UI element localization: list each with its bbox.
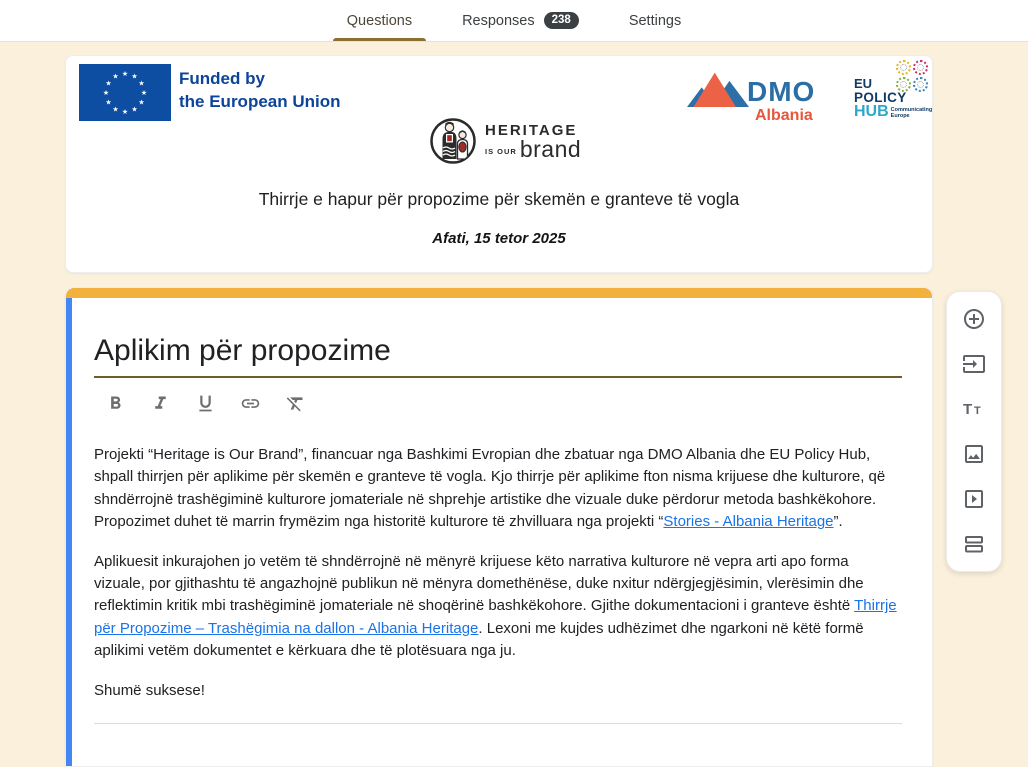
theme-color-strip (66, 288, 932, 298)
bold-icon[interactable] (104, 392, 127, 415)
p2-text-end: . Lexoni me kujdes udhëzimet dhe ngarkoni në këtë formë aplikimi vetëm dokumentet e kërkuara dhe të plotësuara nga ju. (94, 619, 864, 660)
svg-text:★: ★ (105, 80, 112, 88)
responses-count-badge: 238 (544, 12, 579, 30)
active-tab-underline (333, 38, 426, 41)
add-title-icon[interactable] (962, 397, 986, 421)
eu-policy-hub-dots-icon (896, 60, 930, 92)
svg-text:★: ★ (138, 80, 145, 88)
title-underline (94, 376, 902, 378)
svg-text:★: ★ (138, 99, 145, 107)
heritage-is-our-brand-logo (429, 117, 581, 165)
dmo-mountains-icon (687, 66, 749, 112)
tab-settings-label: Settings (628, 12, 682, 29)
add-section-icon[interactable] (962, 532, 986, 556)
import-questions-icon[interactable] (962, 352, 986, 376)
header-deadline: Afati, 15 tetor 2025 (432, 230, 566, 247)
closing-text: Shumë suksese! (94, 681, 205, 699)
tab-questions[interactable] (345, 0, 414, 41)
eu-flag-icon (79, 64, 171, 121)
form-top-bar (0, 0, 1028, 42)
insert-link-icon[interactable] (239, 392, 262, 415)
svg-text:★: ★ (112, 73, 119, 81)
p2-text: Aplikuesit inkurajohen jo vetëm të shndërrojnë në mënyrë krijuese këto narrativa kulturore në vepra arti apo forma vizuale, por gjithashtu të angazhojnë publikun në mënyra domethënëse, duke nxitur ndërgjegjësimin, vlerësimin dhe reflektimin kritik mbi trashëgiminë jomateriale në shoqërinë bashkëkohore. Gjithe dokumentacioni i granteve është (94, 552, 864, 615)
tab-responses[interactable] (460, 0, 581, 41)
section-divider (94, 723, 902, 724)
form-header-card[interactable] (65, 55, 933, 273)
dmo-sub: Albania (755, 107, 813, 124)
euph-hub: HUB (854, 103, 889, 120)
eu-funding-text: Funded by the European Union (179, 69, 341, 111)
p1-text: Projekti “Heritage is Our Brand”, financuar nga Bashkimi Evropian dhe zbatuar nga DMO Albania dhe EU Policy Hub, shpall thirrjen për aplikime për skemën e granteve të vogla. Kjo thirrje për aplikime fton nisma krijuese dhe kulturore, që shndërrojnë trashëgiminë kulturore jomateriale në shprehje artistike dhe vizuale duke përdorur metoda bashkëkohore. Propozimet duhet të marrin frymëzim nga historitë kulturore të zhvilluara nga projekti “ (94, 446, 886, 531)
form-description-card[interactable] (65, 287, 933, 767)
dmo-name: DMO (747, 76, 816, 107)
svg-text:★: ★ (131, 73, 138, 81)
dmo-albania-logo (687, 64, 837, 124)
form-description-paragraph-2[interactable] (94, 551, 902, 663)
header-call-title: Thirrje e hapur për propozime për skemën e granteve të vogla (258, 189, 740, 209)
svg-text:★: ★ (131, 106, 138, 114)
clear-formatting-icon[interactable] (284, 392, 307, 415)
svg-text:T: T (963, 401, 973, 418)
text-format-toolbar (104, 391, 902, 415)
form-description-paragraph-1[interactable] (94, 444, 902, 534)
form-title-input[interactable]: Aplikim për propozime (94, 334, 391, 367)
euph-policy: POLICY (854, 90, 907, 105)
italic-icon[interactable] (149, 392, 172, 415)
svg-text:★: ★ (112, 106, 119, 114)
add-question-icon[interactable] (962, 307, 986, 331)
svg-text:★: ★ (121, 109, 129, 116)
stories-link[interactable]: Stories - Albania Heritage (663, 513, 834, 531)
svg-text:★: ★ (140, 90, 148, 97)
heritage-word: HERITAGE (485, 122, 578, 139)
underline-icon[interactable] (194, 392, 217, 415)
add-image-icon[interactable] (962, 442, 986, 466)
svg-text:★: ★ (121, 71, 129, 78)
heritage-figures-icon (429, 117, 477, 165)
heritage-isour: IS OUR (485, 147, 517, 156)
tab-settings[interactable] (627, 0, 683, 41)
heritage-brand: brand (519, 136, 582, 162)
question-actions-toolbar (946, 291, 1002, 572)
tab-responses-label: Responses (462, 12, 535, 29)
svg-text:★: ★ (105, 99, 112, 107)
euph-communicating: Communicating Europe (890, 107, 933, 119)
euph-eu: EU (854, 76, 873, 91)
svg-text:★: ★ (102, 90, 110, 97)
selected-card-indicator (66, 298, 72, 766)
eu-policy-hub-logo (852, 60, 932, 124)
add-video-icon[interactable] (962, 487, 986, 511)
p1-text-end: ”. (833, 513, 843, 531)
svg-text:T: T (974, 405, 981, 417)
call-for-proposals-link[interactable]: Thirrje për Propozime – Trashëgimia na dallon - Albania Heritage (94, 597, 897, 637)
tab-questions-label: Questions (346, 12, 413, 29)
